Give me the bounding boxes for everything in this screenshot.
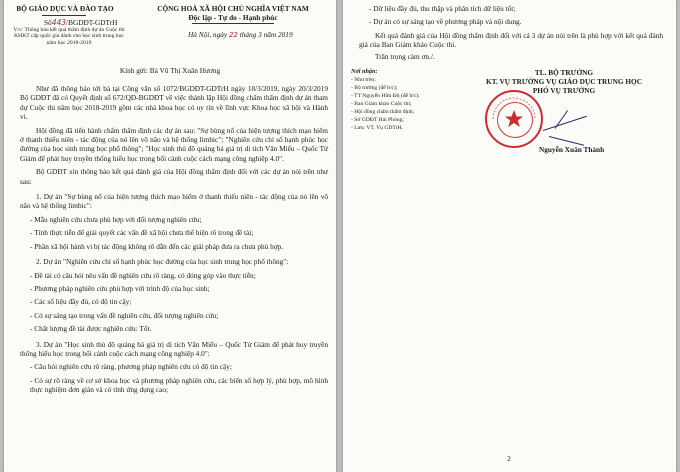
signer-name: Nguyễn Xuân Thành (539, 145, 605, 154)
salutation: Kính gửi: Bà Vũ Thị Xuân Hương (119, 66, 221, 75)
recipient-item: - Bộ trưởng (để b/c); (351, 85, 398, 91)
project-2-title: 2. Dự án "Nghiên cứu chỉ số hạnh phúc học đường của học sinh trung học phổ thông": (36, 257, 289, 267)
reference-suffix: /BGDĐT-GDTrH (66, 18, 118, 27)
signer-title-2: KT. VỤ TRƯỞNG VỤ GIÁO DỤC TRUNG HỌC (486, 77, 642, 86)
official-seal-stamp (485, 90, 543, 148)
page-2-body (359, 4, 663, 61)
project-2-item: - Các số liệu đầy đủ, có độ tin cậy; (30, 297, 132, 307)
paragraph-results-intro: Bộ GDĐT xin thông báo kết quả đánh giá của Hội đồng thẩm định đối với các dự án nói trên như sau: (20, 167, 328, 186)
recipient-item: - Như trên; (351, 77, 376, 83)
republic-name: CỘNG HOÀ XÃ HỘI CHỦ NGHĨA VIỆT NAM (157, 4, 309, 13)
continued-item: - Dữ liệu đầy đủ, thu thập và phân tích dữ liệu tốt; (369, 4, 516, 13)
project-1-item: - Tính thực tiễn để giải quyết các vấn đề xã hội chưa thể hiện rõ trong đề tài; (30, 228, 254, 238)
project-3-title: 3. Dự án "Học sinh thủ đô quảng bá giá trị di tích Văn Miếu – Quốc Tử Giám để phát huy truyền thống hiếu học trong bối cảnh cuộc cách mạng công nghiệp 4.0": (20, 339, 328, 358)
date-suffix: tháng 3 năm 2019 (239, 30, 293, 39)
project-2-item: - Đề tài có câu hỏi nêu vấn đề nghiên cứu rõ ràng, có đóng góp vào thực tiễn; (30, 270, 256, 280)
document-page-1 (4, 0, 336, 472)
letter-body (20, 84, 328, 395)
motto-underline (192, 23, 274, 24)
project-2-item: - Có sự sáng tạo trong vấn đề nghiên cứu, đối tượng nghiên cứu; (30, 310, 219, 320)
document-subject: V/v: Thông báo kết quả thẩm định dự án Cuộc thi KHKT cấp quốc gia dành cho học sinh trung học năm học 2018-2019 (13, 27, 125, 46)
national-motto: Độc lập - Tự do - Hạnh phúc (188, 13, 278, 22)
ministry-underline (42, 15, 86, 16)
document-page-2 (343, 0, 676, 472)
recipient-item: - Hội đồng chấm thẩm định; (351, 109, 415, 115)
project-1-title: 1. Dự án "Sự bùng nổ của hiện tượng thích mạo hiểm ở thanh thiếu niên - tác động của nó lên võ não và hệ thống limbic": (20, 192, 328, 211)
signer-title-1: TL. BỘ TRƯỞNG (534, 68, 594, 77)
project-3-item: - Có sự rõ ràng về cơ sở khoa học và phương pháp nghiên cứu, các biến số hợp lý, phù hợp, mô hình thực nghiệm đơn giản và có tính ứng dụng cao; (30, 375, 328, 395)
signer-title-3: PHÓ VỤ TRƯỞNG (532, 86, 596, 95)
thanks-line: Trân trọng cảm ơn./. (375, 51, 435, 61)
issue-date (188, 30, 328, 40)
recipient-item: - Sở GDĐT Hải Phòng; (351, 117, 404, 123)
ministry-name: BỘ GIÁO DỤC VÀ ĐÀO TẠO (16, 4, 114, 13)
conclusion-paragraph: Kết quả đánh giá của Hội đồng thẩm định đối với cả 3 dự án nói trên là phù hợp với kết quả đánh giá của Ban Giám khảo Cuộc thi. (359, 30, 663, 50)
project-2-item: - Phương pháp nghiên cứu phù hợp với trình độ của học sinh; (30, 283, 210, 293)
paragraph-intro: Như đã thông báo tới bà tại Công văn số 1072/BGDĐT-GDTrH ngày 18/3/2019, ngày 20/3/2019 Bộ GDĐT đã có Quyết định số 672/QĐ-BGDĐT về việc thành lập Hội đồng chấm thẩm định dự án tham dự Cuộc thi năm học 2018-2019 gồm các nhà khoa học có uy tín về lĩnh vực Khoa học xã hội và Hành vi. (20, 84, 328, 122)
reference-prefix: Số (44, 18, 52, 27)
continued-item: - Dự án có sự sáng tạo về phương pháp và nội dung. (369, 17, 522, 27)
signature-stroke (543, 116, 587, 131)
signature-stroke (555, 110, 568, 129)
recipient-item: - TT Nguyễn Hữu Độ (để b/c); (351, 93, 420, 99)
recipients-title: Nơi nhận: (351, 68, 378, 75)
seal-emblem-icon (487, 92, 541, 146)
project-1-item: - Mẫu nghiên cứu chưa phù hợp với đối tượng nghiên cứu; (30, 214, 202, 224)
recipient-item: - Lưu: VT, Vụ GDTrH. (351, 125, 403, 131)
project-2-item: - Chất lượng đề tài được nghiên cứu: Tốt. (30, 324, 152, 334)
date-day-handwritten: 22 (228, 31, 238, 39)
project-3-item: - Câu hỏi nghiên cứu rõ ràng, phương pháp nghiên cứu có độ tin cậy; (30, 362, 232, 372)
paragraph-council: Hội đồng đã tiến hành chấm thẩm định các dự án sau: "Sự bùng nổ của hiện tượng thích mạo hiểm ở thanh thiếu niên - tác động của nó lên võ não và hệ thống limbic"; "Nghiên cứu chỉ số hạnh phúc học đường của học sinh trung học phổ thông"; "Học sinh thủ đô quảng bá giá trị di tích Văn Miếu – Quốc Tử Giám để phát huy truyền thống hiếu học trong bối cảnh cuộc cách mạng công nghiệp 4.0". (20, 125, 328, 163)
recipient-item: - Ban Giám khảo Cuộc thi; (351, 101, 412, 107)
project-1-item: - Phần xã hội hành vi bị tác động không rõ dẫn đến các giải pháp đưa ra chưa phù hợp. (30, 241, 284, 251)
reference-handwritten-number: 443 (51, 18, 67, 27)
page-number: 2 (507, 454, 511, 463)
date-prefix: Hà Nội, ngày (188, 30, 228, 39)
